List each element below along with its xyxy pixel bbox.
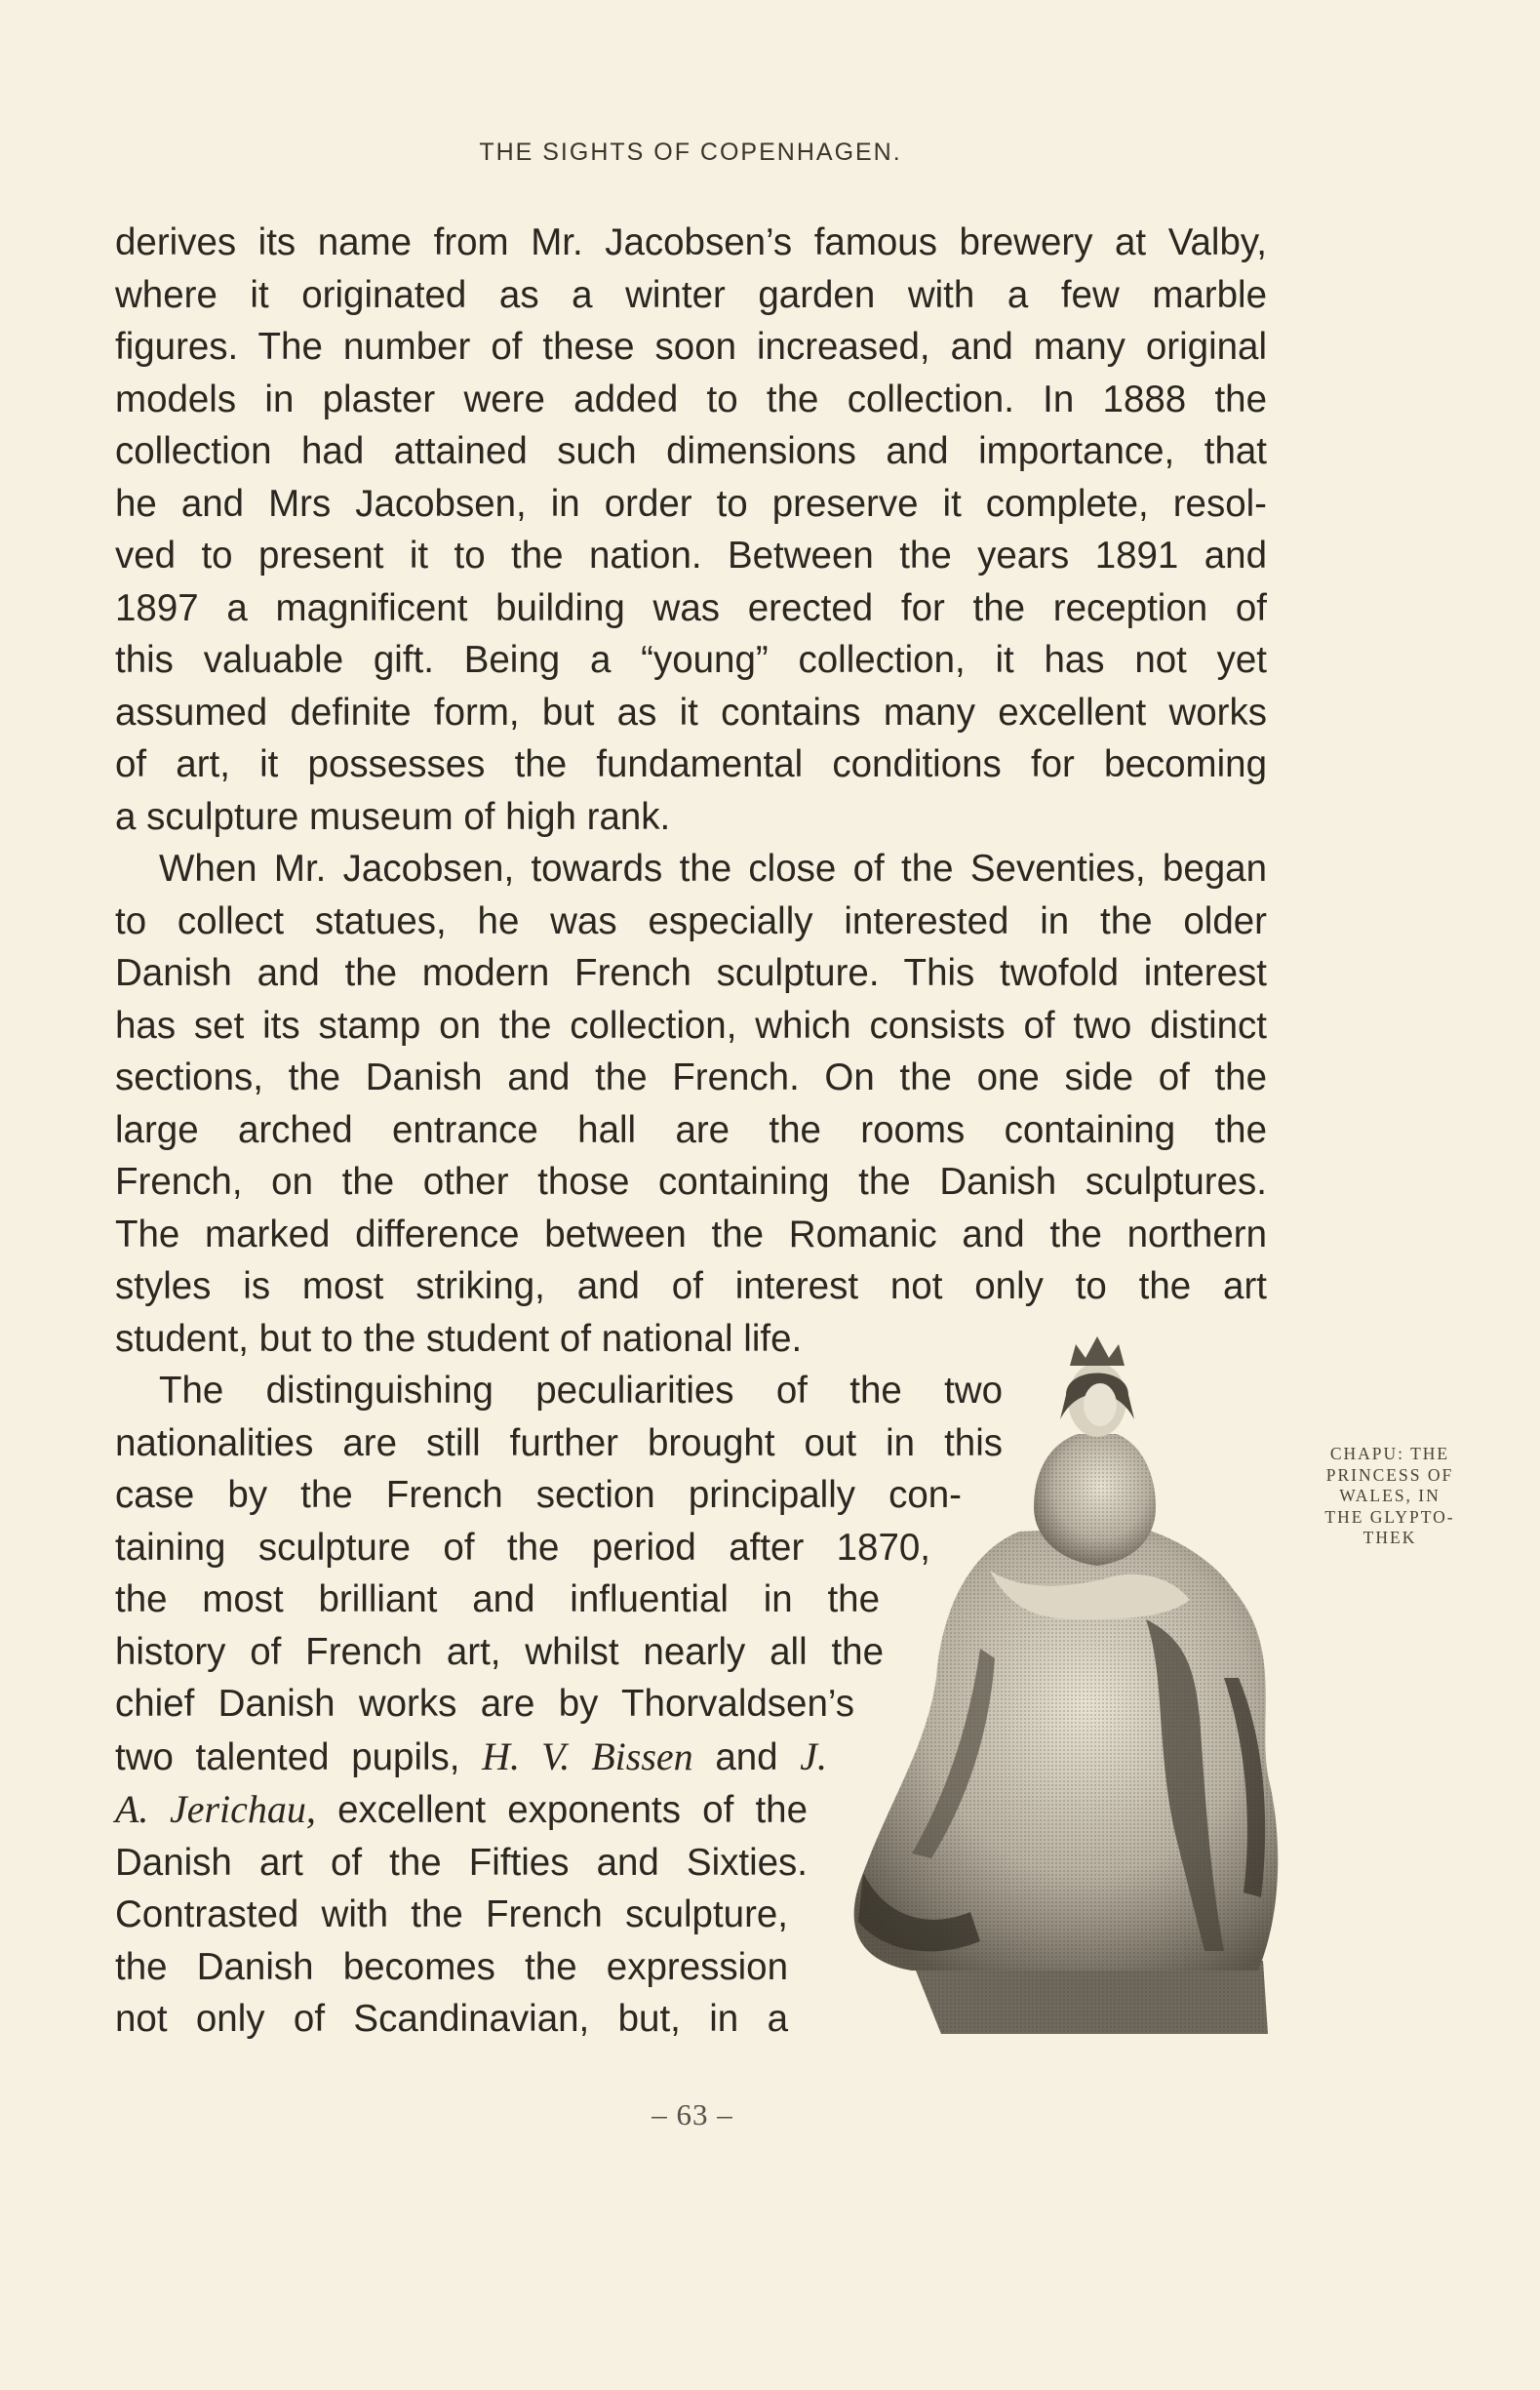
paragraph-start: The distinguishing peculiarities of the two [159, 1370, 1003, 1412]
caption-line: PRINCESS OF [1325, 1464, 1454, 1485]
text-line: of art, it possesses the fundamental conditions for becoming [115, 743, 1267, 785]
text-line: student, but to the student of national life. [115, 1317, 803, 1360]
text-line: Danish art of the Fifties and Sixties. [115, 1841, 808, 1884]
caption-line: THEK [1362, 1528, 1417, 1547]
text-line: figures. The number of these soon increased, and many original [115, 326, 1267, 368]
paragraph-start: When Mr. Jacobsen, towards the close of the Seventies, began [159, 848, 1267, 890]
figure-caption [1302, 1444, 1478, 1549]
text-line [115, 1731, 827, 1784]
caption-line: CHAPU: THE [1329, 1444, 1450, 1463]
text-run: two talented pupils, [115, 1735, 460, 1778]
italic-name: A. Jerichau, [115, 1787, 316, 1831]
text-line: he and Mrs Jacobsen, in order to preserve it complete, resol- [115, 482, 1267, 525]
text-run: excellent exponents of the [337, 1789, 808, 1831]
text-line: derives its name from Mr. Jacobsen’s famous brewery at Valby, [115, 221, 1267, 263]
text-line: where it originated as a winter garden with a few marble [115, 273, 1267, 316]
text-line [115, 1783, 808, 1837]
text-line: 1897 a magnificent building was erected for the reception of [115, 586, 1267, 629]
text-line: styles is most striking, and of interest not only to the art [115, 1265, 1267, 1307]
text-line: sections, the Danish and the French. On the one side of the [115, 1056, 1267, 1098]
text-line: nationalities are still further brought out in this [115, 1421, 1003, 1464]
text-line: Danish and the modern French sculpture. This twofold interest [115, 952, 1267, 994]
italic-name: H. V. Bissen [482, 1733, 693, 1778]
sculpture-illustration [824, 1327, 1292, 2039]
text-line: large arched entrance hall are the rooms containing the [115, 1108, 1267, 1151]
text-line: ved to present it to the nation. Between the years 1891 and [115, 535, 1267, 577]
text-line: a sculpture museum of high rank. [115, 795, 671, 838]
text-line: taining sculpture of the period after 1870, [115, 1526, 930, 1569]
page-number: – 63 – [652, 2097, 733, 2131]
text-line: the Danish becomes the expression [115, 1945, 788, 1988]
text-line: assumed definite form, but as it contains many excellent works [115, 691, 1267, 734]
text-line: The marked difference between the Romanic and the northern [115, 1213, 1267, 1255]
text-line: not only of Scandinavian, but, in a [115, 1998, 788, 2040]
text-line: case by the French section principally con- [115, 1474, 962, 1516]
text-line: the most brilliant and influential in the [115, 1578, 880, 1620]
text-line: Contrasted with the French sculpture, [115, 1893, 788, 1935]
caption-line: WALES, IN [1339, 1486, 1441, 1505]
text-line: this valuable gift. Being a “young” collection, it has not yet [115, 639, 1267, 681]
text-line: collection had attained such dimensions and importance, that [115, 430, 1267, 472]
text-line: history of French art, whilst nearly all the [115, 1630, 884, 1673]
text-line: models in plaster were added to the collection. In 1888 the [115, 378, 1267, 420]
text-line: French, on the other those containing the Danish sculptures. [115, 1161, 1267, 1203]
running-head: THE SIGHTS OF COPENHAGEN. [479, 139, 902, 166]
italic-name: J. [800, 1733, 827, 1778]
text-run: and [715, 1735, 778, 1778]
text-line: chief Danish works are by Thorvaldsen’s [115, 1683, 854, 1725]
text-line: has set its stamp on the collection, which consists of two distinct [115, 1004, 1267, 1047]
caption-line: THE GLYPTO- [1324, 1506, 1455, 1527]
text-line: to collect statues, he was especially interested in the older [115, 899, 1267, 942]
